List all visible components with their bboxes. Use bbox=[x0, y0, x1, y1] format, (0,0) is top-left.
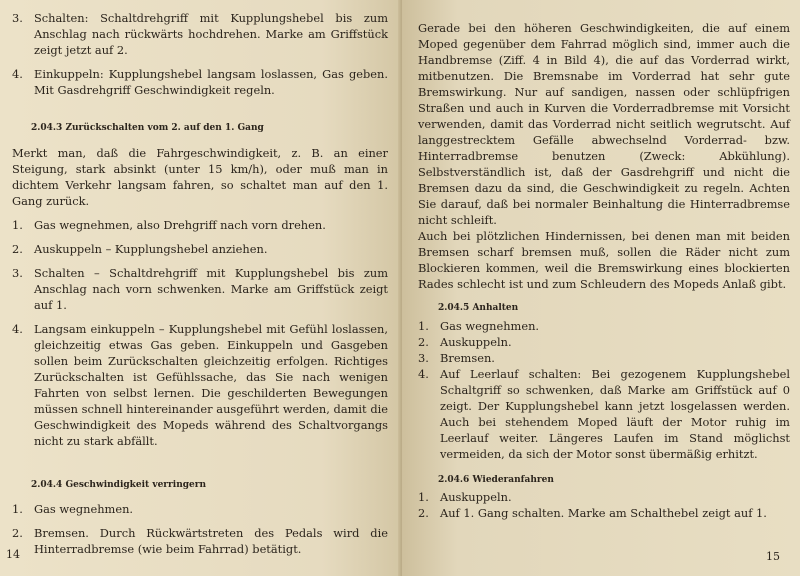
list-item bbox=[12, 217, 388, 233]
section-heading: 2.04.4 Geschwindigkeit verringern bbox=[31, 480, 207, 490]
item-number: 1. bbox=[418, 319, 429, 333]
list-item bbox=[418, 350, 790, 366]
item-number: 3. bbox=[418, 351, 429, 365]
section-a-list bbox=[12, 217, 388, 449]
list-item bbox=[12, 241, 388, 257]
right-page bbox=[402, 0, 800, 576]
item-number: 4. bbox=[418, 367, 429, 381]
continuation-paragraph: Gerade bei den höheren Geschwindigkeiten, die auf einem Moped gegenüber dem Fahrrad möglich sind, immer auch die Handbremse (Ziff. 4 in Bild 4), die auf das Vorderrad wirkt, mitbenutzen. Die Bremsnabe im Vorderrad hat sehr gute Bremswirkung. Nur auf sandigen, nassen oder schlüpfrigen Straßen und auch in Kurven die Vorderradbremse mit Vorsicht verwenden, damit das Vorderrad nicht seitlich wegrutscht. Auf langgestrecktem Gefälle abwechselnd Vorderrad- bzw. Hinterradbremse benutzen (Zweck: Abkühlung). Selbstverständlich ist, daß der Gasdrehgriff und nicht die Bremsen dazu da sind, die Geschwindigkeit zu regeln. Achten Sie darauf, daß bei normaler Beinhaltung die Hinterradbremse nicht schleift. bbox=[418, 21, 790, 227]
list-item bbox=[12, 501, 388, 517]
item-number: 2. bbox=[418, 506, 429, 520]
item-text: Gas wegnehmen. bbox=[440, 319, 540, 333]
left-top-list bbox=[12, 10, 388, 98]
page-number: 15 bbox=[766, 550, 780, 563]
section-c-list bbox=[418, 318, 790, 462]
continuation-paragraph: Auch bei plötzlichen Hindernissen, bei denen man mit beiden Bremsen scharf bremsen muß, sollen die Räder nicht zum Blockieren kommen, weil die Bremswirkung eines blockierten Rades schlecht ist und zum Schleudern des Mopeds Anlaß gibt. bbox=[418, 229, 790, 291]
item-text: Gas wegnehmen. bbox=[34, 502, 134, 516]
item-text: Schalten – Schaltdrehgriff mit Kupplungshebel bis zum Anschlag nach vorn schwenken. Marke am Griffstück zeigt auf 1. bbox=[34, 266, 388, 312]
list-item bbox=[418, 334, 790, 350]
section-b-list bbox=[12, 501, 388, 557]
left-page-content bbox=[12, 0, 388, 557]
list-item bbox=[418, 366, 790, 462]
item-number: 1. bbox=[418, 490, 429, 504]
section-heading: 2.04.3 Zurückschalten vom 2. auf den 1. Gang bbox=[31, 123, 264, 133]
section-heading: 2.04.5 Anhalten bbox=[438, 303, 519, 313]
item-text: Auskuppeln – Kupplungshebel anziehen. bbox=[34, 242, 268, 256]
section-d-list bbox=[418, 489, 790, 521]
page-number: 14 bbox=[6, 548, 20, 561]
right-page-content bbox=[418, 4, 790, 521]
section-heading: 2.04.6 Wiederanfahren bbox=[438, 475, 554, 485]
item-text: Auskuppeln. bbox=[440, 335, 512, 349]
list-item bbox=[418, 318, 790, 334]
item-number: 4. bbox=[12, 322, 23, 336]
item-number: 1. bbox=[12, 502, 23, 516]
item-text: Auf 1. Gang schalten. Marke am Schalthebel zeigt auf 1. bbox=[440, 506, 767, 520]
item-text: Schalten: Schaltdrehgriff mit Kupplungshebel bis zum Anschlag nach rückwärts hochdrehen. Marke am Griffstück zeigt jetzt auf 2. bbox=[34, 11, 388, 57]
item-number: 4. bbox=[12, 67, 23, 81]
item-number: 3. bbox=[12, 11, 23, 25]
item-text: Einkuppeln: Kupplungshebel langsam loslassen, Gas geben. Mit Gasdrehgriff Geschwindigkeit regeln. bbox=[34, 67, 388, 97]
item-number: 2. bbox=[12, 242, 23, 256]
list-item bbox=[12, 321, 388, 449]
list-item bbox=[418, 505, 790, 521]
item-number: 1. bbox=[12, 218, 23, 232]
list-item bbox=[12, 66, 388, 98]
section-intro: Merkt man, daß die Fahrgeschwindigkeit, z. B. an einer Steigung, stark absinkt (unter 15 km/h), oder muß man in dichtem Verkehr langsam fahren, so schaltet man auf den 1. Gang zurück. bbox=[12, 146, 388, 208]
item-text: Auskuppeln. bbox=[440, 490, 512, 504]
list-item bbox=[12, 265, 388, 313]
list-item bbox=[418, 489, 790, 505]
list-item bbox=[12, 525, 388, 557]
item-text: Gas wegnehmen, also Drehgriff nach vorn drehen. bbox=[34, 218, 326, 232]
item-number: 2. bbox=[418, 335, 429, 349]
item-text: Bremsen. Durch Rückwärtstreten des Pedals wird die Hinterradbremse (wie beim Fahrrad) betätigt. bbox=[34, 526, 388, 556]
item-text: Auf Leerlauf schalten: Bei gezogenem Kupplungshebel Schaltgriff so schwenken, daß Marke am Griffstück auf 0 zeigt. Der Kupplungshebel kann jetzt losgelassen werden. Auch bei stehendem Moped läuft der Motor ruhig im Leerlauf weiter. Längeres Laufen im Stand möglichst vermeiden, da sich der Motor sonst übermäßig erhitzt. bbox=[440, 367, 790, 461]
list-item bbox=[12, 10, 388, 58]
item-number: 2. bbox=[12, 526, 23, 540]
item-number: 3. bbox=[12, 266, 23, 280]
item-text: Bremsen. bbox=[440, 351, 495, 365]
item-text: Langsam einkuppeln – Kupplungshebel mit Gefühl loslassen, gleichzeitig etwas Gas geben. Einkuppeln und Gasgeben sollen beim Zurückschalten gleichzeitig erfolgen. Richtiges Zurückschalten ist Gefühlssache, das Sie nach wenigen Fahrten von selbst lernen. Die geschilderten Bewegungen müssen schnell hintereinander ausgeführt werden, damit die Geschwindigkeit des Mopeds während des Schaltvorgangs nicht zu stark abfällt. bbox=[34, 322, 388, 448]
